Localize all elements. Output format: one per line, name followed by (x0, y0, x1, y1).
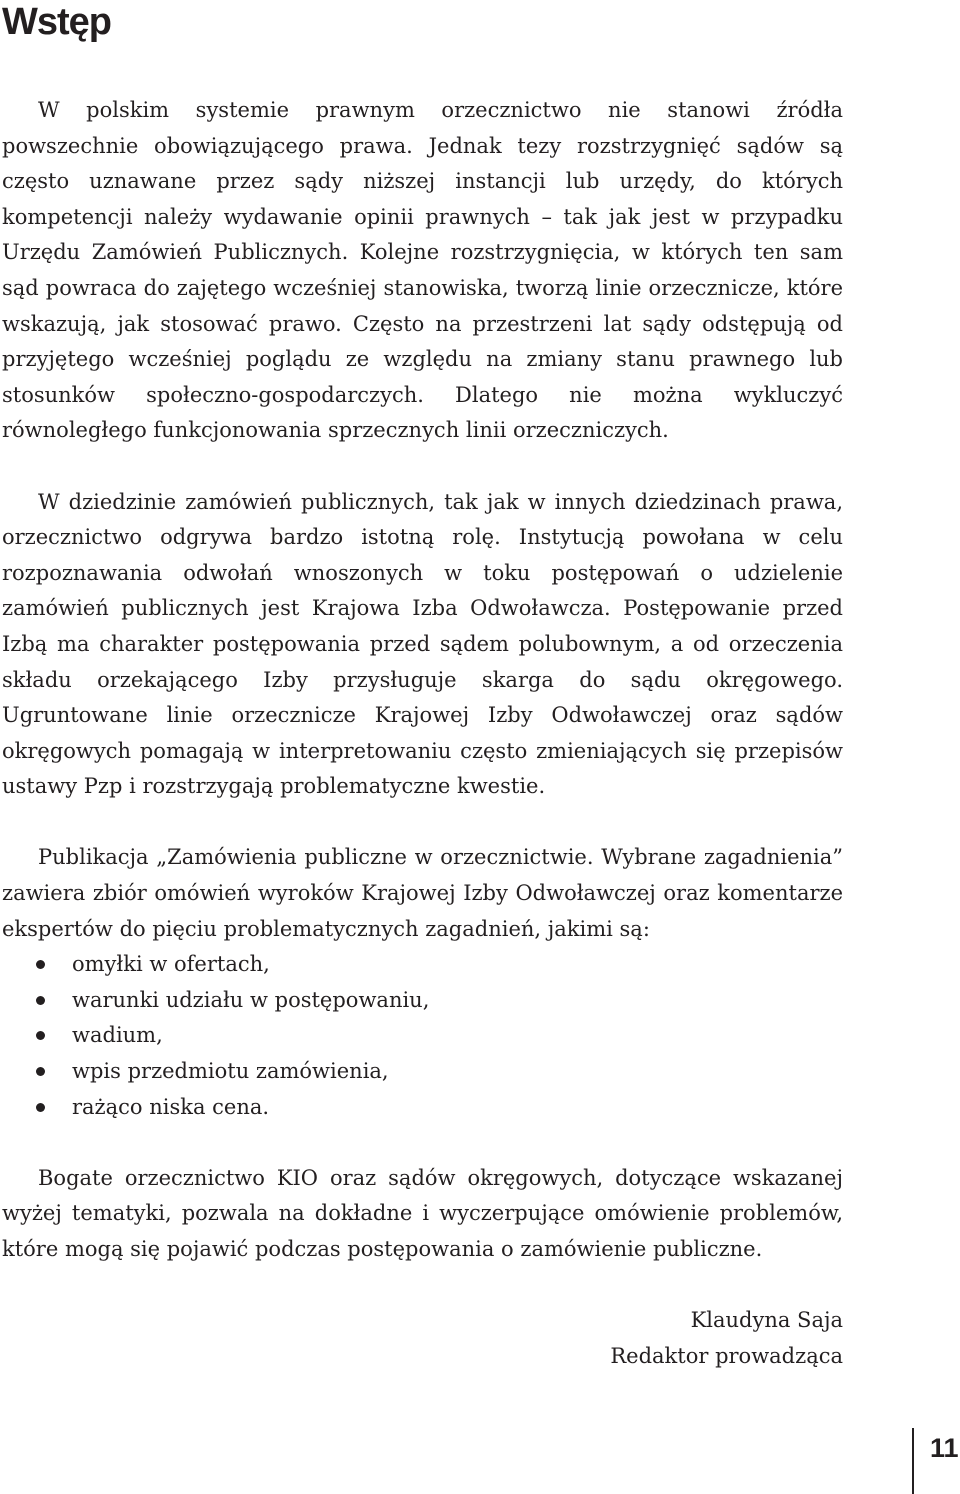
list-item (2, 1090, 843, 1126)
list-item-text: wadium, (72, 1023, 163, 1048)
bullet-icon (36, 1031, 45, 1040)
list-item (2, 1018, 843, 1054)
signature-block (2, 1303, 843, 1374)
page-title: Wstęp (2, 1, 111, 43)
topics-list (2, 947, 843, 1125)
list-item (2, 1054, 843, 1090)
bullet-icon (36, 1103, 45, 1112)
paragraph-publication: Publikacja „Zamówienia publiczne w orzecznictwie. Wybrane zagadnienia” zawiera zbiór omówień wyroków Krajowej Izby Odwoławczej oraz komentarze ekspertów do pięciu problematycznych zagadnień, jakimi są: (2, 845, 843, 941)
signature-role: Redaktor prowadząca (610, 1343, 843, 1368)
list-item (2, 947, 843, 983)
page-number-divider (912, 1428, 914, 1494)
signature-name: Klaudyna Saja (690, 1308, 843, 1333)
list-item (2, 983, 843, 1019)
bullet-icon (36, 996, 45, 1005)
bullet-icon (36, 1067, 45, 1076)
paragraph-intro: W polskim systemie prawnym orzecznictwo nie stanowi źródła powszechnie obowiązującego prawa. Jednak tezy rozstrzygnięć sądów są często uznawane przez sądy niższej instancji lub urzędy, do których kompetencji należy wydawanie opinii prawnych – tak jak jest w przypadku Urzędu Zamówień Publicznych. Kolejne rozstrzygnięcia, w których ten sam sąd powraca do zajętego wcześniej stanowiska, tworzą linie orzecznicze, które wskazują, jak stosować prawo. Często na przestrzeni lat sądy odstępują od przyjętego wcześniej poglądu ze względu na zmiany stanu prawnego lub stosunków społeczno-gospodarczych. Dlatego nie można wykluczyć równoległego funkcjonowania sprzecznych linii orzeczniczych. (2, 98, 843, 443)
list-item-text: rażąco niska cena. (72, 1094, 270, 1119)
list-item-text: omyłki w ofertach, (72, 952, 270, 977)
paragraph-public-procurement: W dziedzinie zamówień publicznych, tak jak w innych dziedzinach prawa, orzecznictwo odgrywa bardzo istotną rolę. Instytucją powołana w celu rozpoznawania odwołań wnoszonych w toku postępowań o udzielenie zamówień publicznych jest Krajowa Izba Odwoławcza. Postępowanie przed Izbą ma charakter postępowania przed sądem polubownym, a od orzeczenia składu orzekającego Izby przysługuje skarga do sądu okręgowego. Ugruntowane linie orzecznicze Krajowej Izby Odwoławczej oraz sądów okręgowych pomagają w interpretowaniu często zmieniających się przepisów ustawy Pzp i rozstrzygają problematyczne kwestie. (2, 489, 843, 799)
bullet-icon (36, 960, 45, 969)
page-number: 11 (930, 1433, 959, 1463)
list-item-text: warunki udziału w postępowaniu, (72, 987, 430, 1012)
document-body (2, 93, 843, 1374)
paragraph-closing: Bogate orzecznictwo KIO oraz sądów okręgowych, dotyczące wskazanej wyżej tematyki, pozwala na dokładne i wyczerpujące omówienie problemów, które mogą się pojawić podczas postępowania o zamówienie publiczne. (2, 1165, 843, 1261)
list-item-text: wpis przedmiotu zamówienia, (72, 1059, 389, 1084)
